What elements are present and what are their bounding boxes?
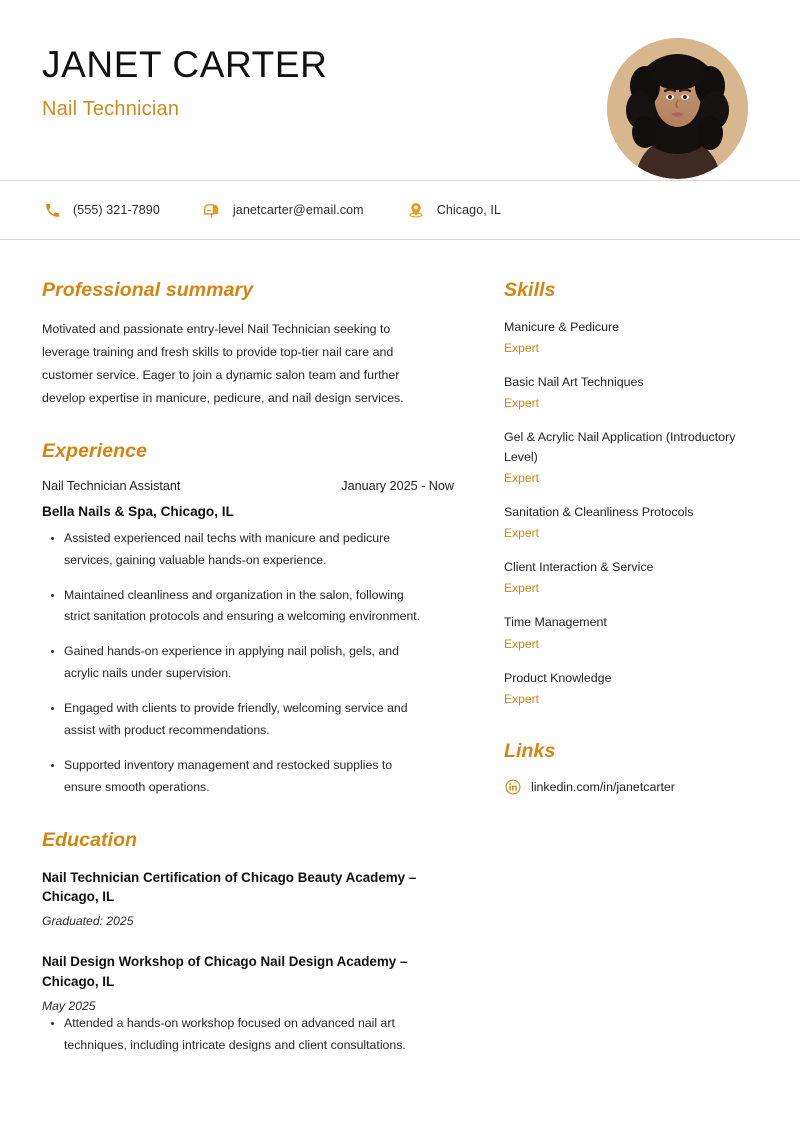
skill-item [504, 669, 770, 706]
location-pin-icon [406, 200, 426, 220]
resume-header [0, 0, 800, 180]
phone-icon [42, 200, 62, 220]
skill-name: Manicure & Pedicure [504, 320, 620, 334]
summary-heading: Professional summary [42, 279, 254, 301]
experience-role: Nail Technician Assistant [42, 478, 181, 493]
list-item: Maintained cleanliness and organization in the salon, following strict sanitation protocols and ensuring a welcoming environment. [64, 585, 432, 629]
links-heading: Links [504, 739, 556, 762]
education-entry [42, 868, 432, 929]
education-bullets [42, 1013, 432, 1057]
education-title: Nail Design Workshop of Chicago Nail Design Academy – Chicago, IL [42, 954, 408, 989]
skill-name: Gel & Acrylic Nail Application (Introductory Level) [504, 430, 736, 464]
sidebar-column [432, 279, 800, 1087]
mailbox-icon [202, 200, 222, 220]
skill-name: Client Interaction & Service [504, 560, 654, 575]
education-title: Nail Technician Certification of Chicago Beauty Academy – Chicago, IL [42, 869, 417, 904]
skill-level: Expert [504, 396, 539, 411]
skill-item [504, 503, 770, 540]
experience-entry [42, 478, 454, 799]
education-date: May 2025 [42, 999, 96, 1014]
skill-item [504, 558, 770, 595]
experience-heading: Experience [42, 439, 148, 462]
contact-email-value: janetcarter@email.com [232, 203, 364, 217]
contact-phone-value: (555) 321-7890 [73, 203, 160, 217]
skill-item [504, 613, 770, 650]
skill-item [504, 373, 770, 410]
experience-bullets [42, 528, 432, 799]
skill-name: Basic Nail Art Techniques [504, 375, 644, 390]
avatar [607, 38, 748, 179]
summary-text: Motivated and passionate entry-level Nail Technician seeking to leverage training and fresh skills to provide top-tier nail care and customer service. Eager to join a dynamic salon team and further develop expertise in manicure, pedicure, and nail design services. [42, 322, 404, 405]
list-item: Attended a hands-on workshop focused on advanced nail art techniques, including intricate designs and client consultations. [64, 1013, 432, 1057]
section-skills [504, 279, 770, 706]
profile-photo-icon [607, 38, 748, 179]
list-item: Gained hands-on experience in applying nail polish, gels, and acrylic nails under supervision. [64, 641, 432, 685]
skill-level: Expert [504, 470, 539, 485]
page-title: JANET CARTER [42, 44, 328, 85]
section-experience [42, 439, 454, 799]
education-heading: Education [42, 828, 138, 851]
education-date: Graduated: 2025 [42, 914, 134, 929]
skill-level: Expert [504, 691, 539, 706]
resume-body [0, 240, 800, 1087]
list-item: Engaged with clients to provide friendly, welcoming service and assist with product recommendations. [64, 698, 432, 742]
experience-company: Bella Nails & Spa, Chicago, IL [42, 503, 234, 519]
list-item: Supported inventory management and restocked supplies to ensure smooth operations. [64, 755, 432, 799]
skill-level: Expert [504, 581, 539, 596]
contact-location[interactable] [406, 200, 501, 220]
skills-heading: Skills [504, 279, 556, 301]
section-professional-summary [42, 279, 432, 410]
skill-level: Expert [504, 636, 539, 651]
link-item-linkedin[interactable] [504, 779, 770, 796]
section-links [504, 740, 770, 796]
education-entry [42, 952, 432, 1057]
skill-item [504, 318, 770, 355]
skill-level: Expert [504, 341, 539, 356]
link-label: linkedin.com/in/janetcarter [531, 780, 675, 795]
linkedin-icon [504, 779, 521, 796]
skill-name: Time Management [504, 615, 607, 630]
skill-item [504, 428, 770, 484]
experience-entry-head [42, 479, 454, 493]
contact-phone[interactable] [42, 200, 160, 220]
skill-level: Expert [504, 526, 539, 541]
job-title: Nail Technician [42, 97, 180, 120]
contact-location-value: Chicago, IL [436, 203, 502, 217]
experience-date: January 2025 - Now [341, 478, 454, 493]
contact-email[interactable] [202, 200, 364, 220]
contact-bar [0, 181, 800, 239]
section-education [42, 829, 432, 1058]
main-column [0, 279, 454, 1087]
skill-name: Sanitation & Cleanliness Protocols [504, 504, 694, 519]
skill-name: Product Knowledge [504, 670, 612, 685]
list-item: Assisted experienced nail techs with manicure and pedicure services, gaining valuable hands-on experience. [64, 528, 432, 572]
